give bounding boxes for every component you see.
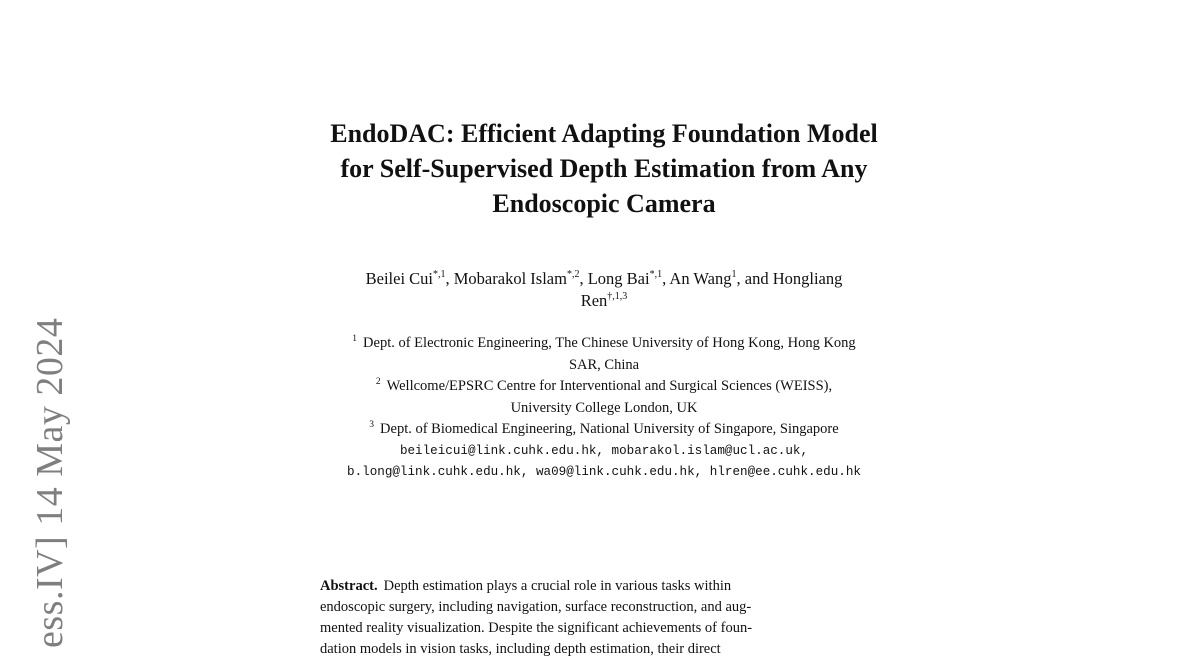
abstract-line: mented reality visualization. Despite the significant achievements of foun- bbox=[320, 620, 753, 636]
affiliation-text: Dept. of Electronic Engineering, The Chinese University of Hong Kong, Hong Kong bbox=[363, 335, 856, 351]
affiliation-1 bbox=[230, 333, 978, 376]
author-marks: *,1 bbox=[433, 269, 446, 280]
abstract-text: Depth estimation plays a crucial role in various tasks within bbox=[383, 578, 732, 594]
paper-title bbox=[230, 116, 978, 221]
affiliation-3 bbox=[230, 419, 978, 441]
affiliation-list bbox=[230, 333, 978, 484]
abstract-line bbox=[320, 576, 888, 597]
affiliation-text: Wellcome/EPSRC Centre for Interventional and Surgical Sciences (WEISS), bbox=[386, 378, 833, 394]
affiliation-text: University College London, UK bbox=[510, 399, 698, 416]
author-name: Mobarakol Islam bbox=[453, 269, 567, 288]
author-marks: *,1 bbox=[649, 269, 663, 280]
title-line: Endoscopic Camera bbox=[492, 189, 716, 218]
arxiv-identifier-stamp: ess.IV] 14 May 2024 bbox=[29, 317, 71, 648]
author-marks: 1 bbox=[731, 269, 737, 280]
author-name: Beilei Cui bbox=[365, 269, 434, 288]
author-name: An Wang bbox=[669, 269, 732, 288]
abstract-line: dation models in vision tasks, including depth estimation, their direct bbox=[320, 641, 721, 657]
author-name-prefix: and Hongliang bbox=[744, 269, 843, 288]
affiliation-text: Dept. of Biomedical Engineering, National University of Singapore, Singapore bbox=[380, 421, 839, 437]
affiliation-number: 3 bbox=[369, 420, 375, 430]
author-name: Ren bbox=[580, 291, 608, 310]
abstract-label: Abstract. bbox=[320, 578, 378, 594]
author-name: Long Bai bbox=[587, 269, 650, 288]
author-marks: *,2 bbox=[566, 269, 580, 280]
email-line: beileicui@link.cuhk.edu.hk, mobarakol.islam@ucl.ac.uk, bbox=[399, 443, 809, 458]
affiliation-number: 2 bbox=[375, 377, 381, 387]
author-list: Beilei Cui$^{*,1}$, Mobarakol Islam$^{*,2}$, Long Bai$^{*,1}$, An Wang$^1$, and Hongliang Ren$^{\dagger,1,3}$ bbox=[365, 269, 843, 310]
author-marks: †,1,3 bbox=[607, 291, 628, 302]
affiliation-number: 1 bbox=[352, 334, 358, 344]
title-line: for Self-Supervised Depth Estimation from Any bbox=[340, 154, 868, 183]
abstract bbox=[320, 576, 888, 660]
paper-page bbox=[230, 0, 978, 657]
affiliation-text: SAR, China bbox=[568, 356, 640, 373]
affiliation-2 bbox=[230, 376, 978, 419]
abstract-line: endoscopic surgery, including navigation, surface reconstruction, and aug- bbox=[320, 599, 752, 615]
title-line: EndoDAC: Efficient Adapting Foundation Model bbox=[330, 119, 878, 148]
email-line: b.long@link.cuhk.edu.hk, wa09@link.cuhk.edu.hk, hlren@ee.cuhk.edu.hk bbox=[347, 465, 861, 479]
